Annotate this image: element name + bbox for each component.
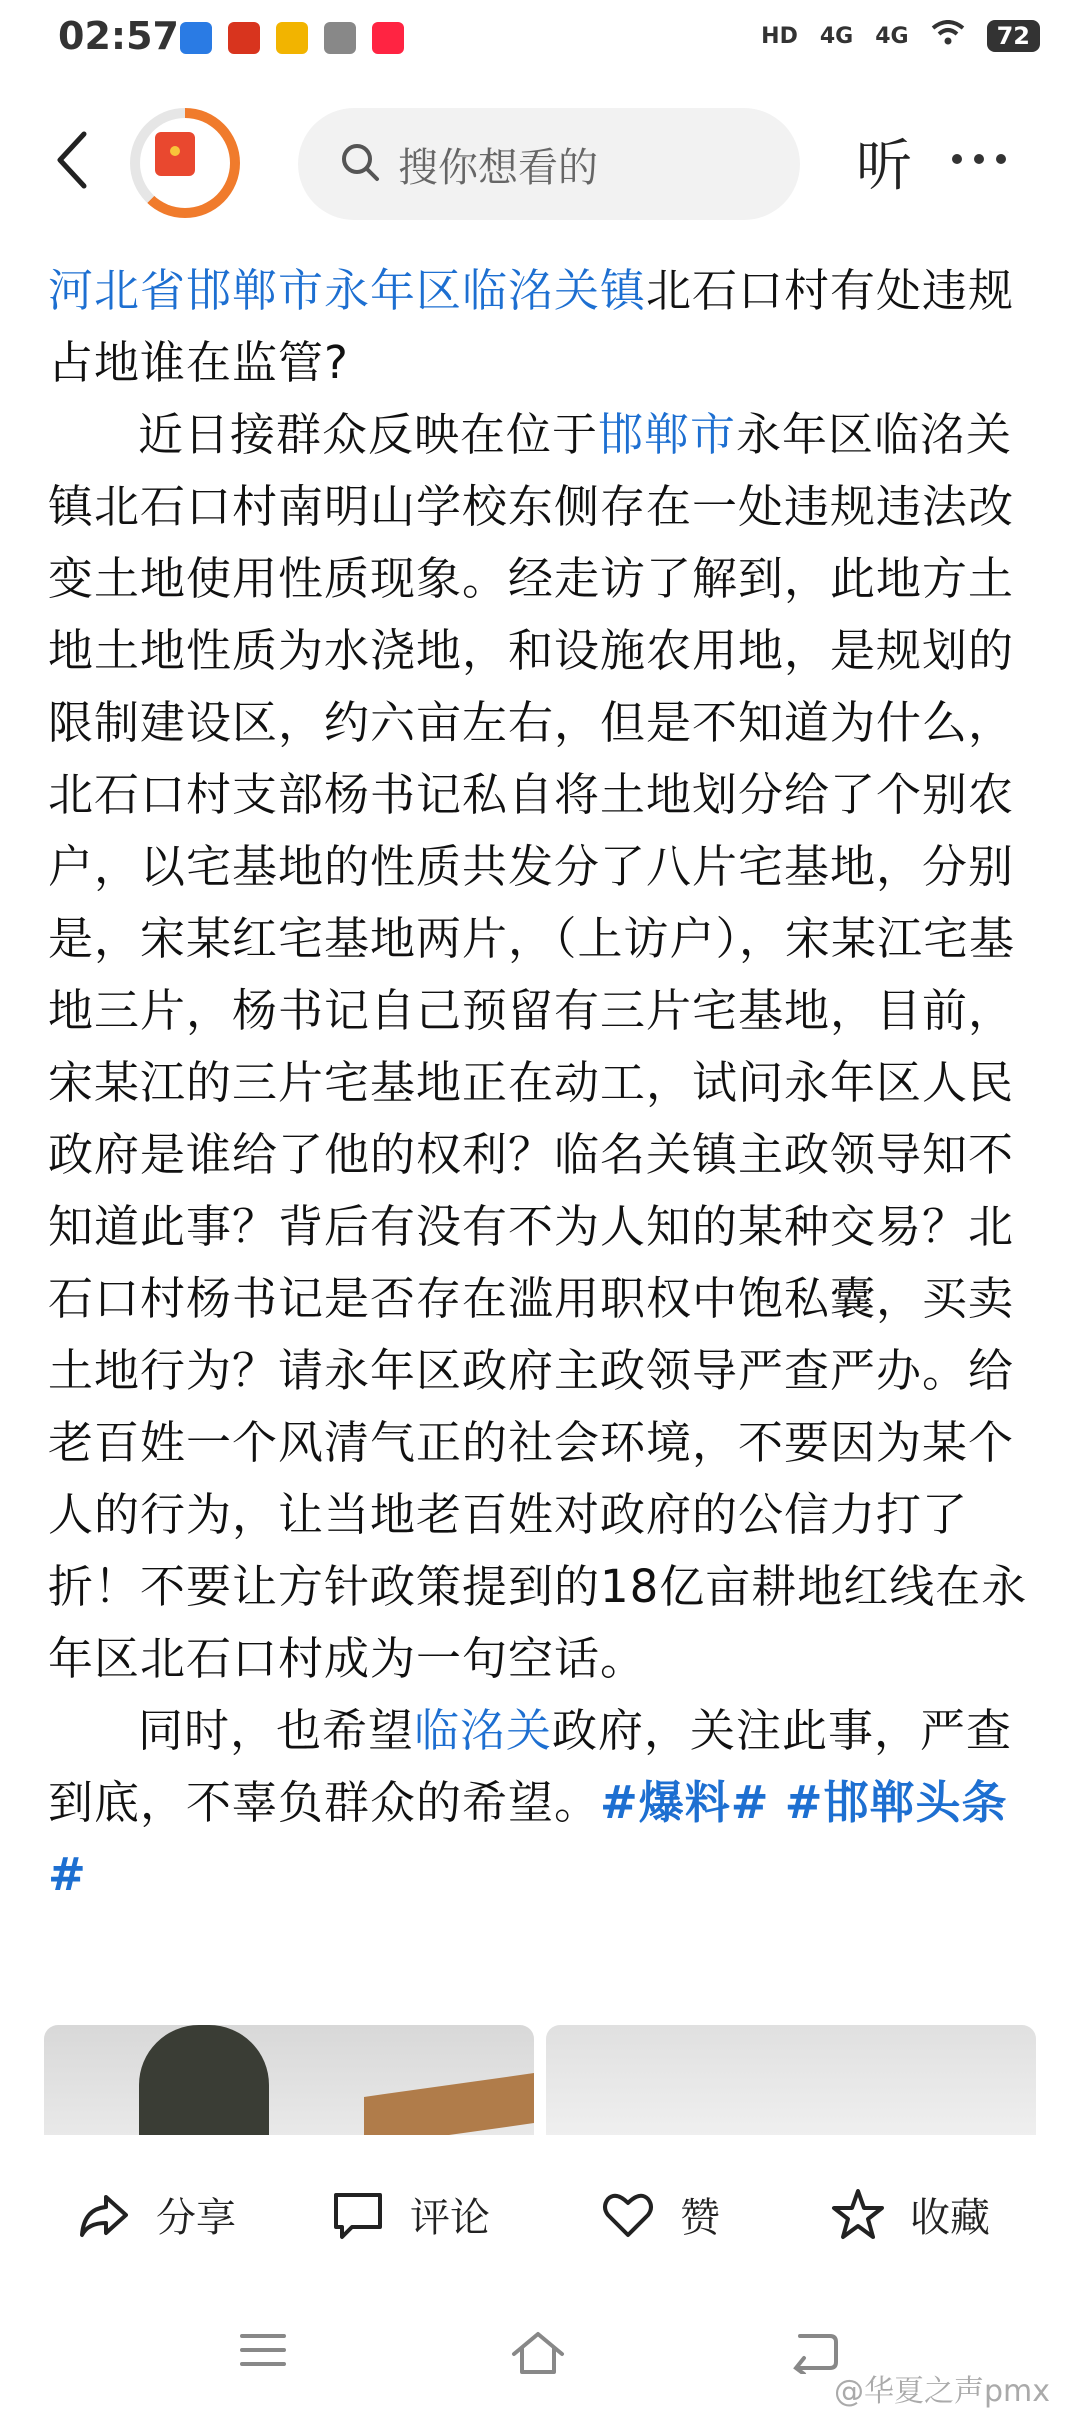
hashtag-handan-toutiao[interactable]: #邯郸头条# xyxy=(48,1776,1008,1901)
wifi-icon xyxy=(931,20,965,52)
home-icon[interactable] xyxy=(508,2330,568,2376)
share-button[interactable] xyxy=(76,2186,236,2243)
back-nav-icon[interactable] xyxy=(790,2330,840,2374)
search-icon xyxy=(338,140,382,184)
signal-4g-label-2: 4G xyxy=(875,23,909,49)
p2-start: 同时，也希望 xyxy=(138,1704,415,1757)
article-image-2[interactable] xyxy=(546,2025,1036,2135)
star-icon xyxy=(830,2187,886,2243)
listen-button[interactable]: 听 xyxy=(856,134,912,199)
search-input[interactable] xyxy=(298,108,800,220)
hd-label: HD xyxy=(761,23,798,49)
app-notification-icon xyxy=(180,22,212,54)
hashtag-baoliao[interactable]: #爆料# xyxy=(600,1776,770,1829)
status-right xyxy=(761,20,1040,52)
dot xyxy=(996,154,1006,164)
app-notification-icon xyxy=(324,22,356,54)
article-title xyxy=(48,255,1032,399)
back-arrow-icon[interactable] xyxy=(52,130,92,190)
favorite-button[interactable] xyxy=(830,2186,990,2243)
action-bar xyxy=(0,2150,1080,2280)
signal-4g-label: 4G xyxy=(819,23,854,49)
comment-icon xyxy=(330,2187,386,2243)
article-body xyxy=(48,255,1032,1911)
top-header xyxy=(0,100,1080,230)
weibo-watermark: @华夏之声pmx xyxy=(833,2374,1050,2409)
status-bar xyxy=(0,0,1080,80)
dot xyxy=(952,154,962,164)
linmingguan-link[interactable]: 临洺关 xyxy=(414,1704,553,1757)
like-button[interactable] xyxy=(600,2186,720,2243)
menu-icon[interactable] xyxy=(238,2330,288,2370)
tree-shape xyxy=(139,2025,269,2135)
status-time: 02:57 xyxy=(58,14,179,58)
search-placeholder: 搜你想看的 xyxy=(398,145,598,191)
roof-shape xyxy=(364,2073,534,2135)
notification-icons xyxy=(180,22,404,54)
share-icon xyxy=(76,2187,132,2243)
handan-link[interactable]: 邯郸市 xyxy=(598,408,737,461)
like-label: 赞 xyxy=(680,2195,720,2241)
article-image-1[interactable] xyxy=(44,2025,534,2135)
comment-button[interactable] xyxy=(330,2186,490,2243)
more-options-icon[interactable] xyxy=(952,154,1006,164)
paragraph-2 xyxy=(48,1695,1032,1911)
p2-text: 政府，关注此事，严查到底，不辜负群众的希望。 xyxy=(48,1704,1013,1829)
red-packet-icon xyxy=(155,132,195,176)
xiaohongshu-icon xyxy=(372,22,404,54)
image-gallery xyxy=(44,2025,1036,2135)
comment-label: 评论 xyxy=(410,2195,490,2241)
weibo-icon xyxy=(276,22,308,54)
share-label: 分享 xyxy=(156,2195,236,2241)
favorite-label: 收藏 xyxy=(910,2195,990,2241)
paragraph-1 xyxy=(48,399,1032,1695)
p1-text: 永年区临洺关镇北石口村南明山学校东侧存在一处违规违法改变土地使用性质现象。经走访了解到，此地方土地土地性质为水浇地，和设施农用地，是规划的限制建设区，约六亩左右，但是不知道为什么，北石口村支部杨书记私自将土地划分给了个别农户，以宅基地的性质共发分了八片宅基地，分别是，宋某红宅基地两片，（上访户），宋某江宅基地三片，杨书记自己预留有三片宅基地，目前，宋某江的三片宅基地正在动工，试问永年区人民政府是谁给了他的权利？临名关镇主政领导知不知道此事？背后有没有不为人知的某种交易？北石口村杨书记是否存在滥用职权中饱私囊，买卖土地行为？请永年区政府主政领导严查严办。给老百姓一个风清气正的社会环境，不要因为某个人的行为，让当地老百姓对政府的公信力打了折！不要让方针政策提到的18亿亩耕地红线在永年区北石口村成为一句空话。 xyxy=(48,408,1028,1685)
p1-start: 近日接群众反映在位于 xyxy=(138,408,599,461)
battery-level: 72 xyxy=(987,20,1040,52)
title-text: 北石口村有处违规占地谁在监管? xyxy=(48,264,1015,389)
dot xyxy=(974,154,984,164)
app-notification-icon xyxy=(228,22,260,54)
location-link[interactable]: 河北省邯郸市永年区临洺关镇 xyxy=(48,264,647,317)
red-packet-avatar[interactable] xyxy=(130,108,240,218)
heart-icon xyxy=(600,2187,656,2243)
